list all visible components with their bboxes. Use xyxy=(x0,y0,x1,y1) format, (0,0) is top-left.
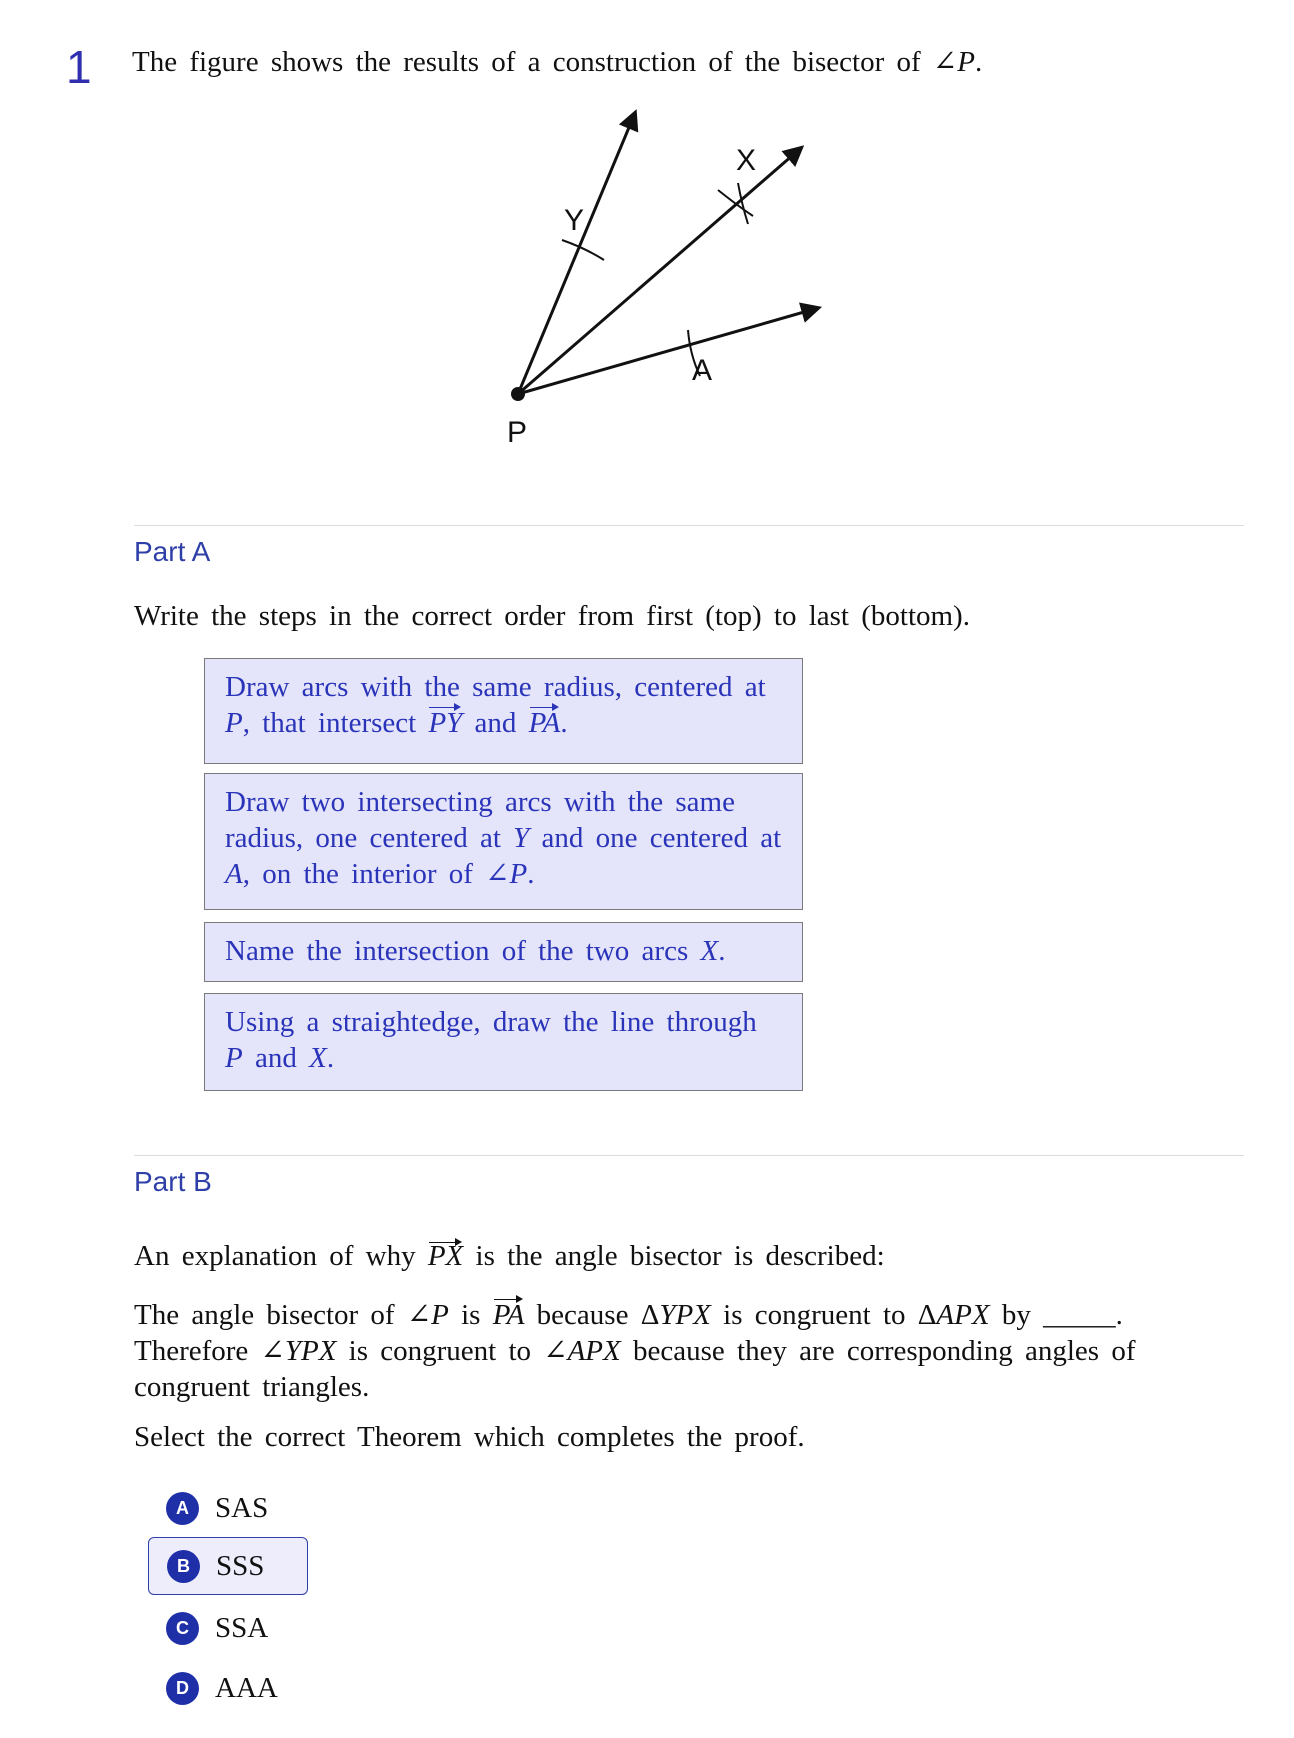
divider-part-b xyxy=(134,1155,1244,1156)
choice-b-badge: B xyxy=(167,1550,200,1583)
part-b-title: Part B xyxy=(134,1166,212,1197)
part-a-title: Part A xyxy=(134,536,211,567)
step-card[interactable]: Name the intersection of the two arcs X. xyxy=(204,922,803,982)
step-card[interactable]: Using a straightedge, draw the line through P and X. xyxy=(204,993,803,1091)
label-x: X xyxy=(736,144,757,177)
ray-py xyxy=(518,113,635,394)
part-a-instruction: Write the steps in the correct order from first (top) to last (bottom). xyxy=(134,600,970,632)
choice-a-label: SAS xyxy=(215,1491,269,1524)
divider-part-a xyxy=(134,525,1244,526)
arc-mark-x2 xyxy=(738,183,748,224)
choice-c-label: SSA xyxy=(215,1611,269,1644)
question-number: 1 xyxy=(66,41,92,93)
step-card[interactable]: Draw arcs with the same radius, centered at P, that intersect PY and PA. xyxy=(204,658,803,764)
part-b-explanation: The angle bisector of ∠P is PA because ΔYPX is congruent to ΔAPX by _____. Therefore ∠YPX is congruent to ∠APX because they are corresponding angles of congruent triangles. xyxy=(134,1299,1136,1403)
choice-d[interactable] xyxy=(148,1659,308,1717)
ray-pa xyxy=(518,308,818,394)
choice-c-badge: C xyxy=(166,1612,199,1645)
ray-px xyxy=(518,148,801,394)
step-card[interactable]: Draw two intersecting arcs with the same radius, one centered at Y and one centered at A, on the interior of ∠P. xyxy=(204,773,803,910)
label-y: Y xyxy=(564,204,585,237)
choice-d-badge: D xyxy=(166,1672,199,1705)
label-a: A xyxy=(692,354,713,387)
part-b-intro: An explanation of why PX is the angle bisector is described: xyxy=(134,1240,885,1272)
construction-figure xyxy=(480,100,880,500)
choice-a[interactable] xyxy=(148,1479,308,1537)
arc-mark-y xyxy=(562,240,604,260)
question-prompt: The figure shows the results of a construction of the bisector of ∠P. xyxy=(132,46,983,78)
choice-a-badge: A xyxy=(166,1492,199,1525)
part-b-select-prompt: Select the correct Theorem which completes the proof. xyxy=(134,1421,805,1453)
choice-b[interactable] xyxy=(148,1537,308,1595)
vertex-p xyxy=(511,387,525,401)
choice-d-label: AAA xyxy=(215,1671,278,1704)
choice-b-label: SSS xyxy=(216,1549,265,1582)
label-p: P xyxy=(507,416,528,449)
choice-c[interactable] xyxy=(148,1599,308,1657)
